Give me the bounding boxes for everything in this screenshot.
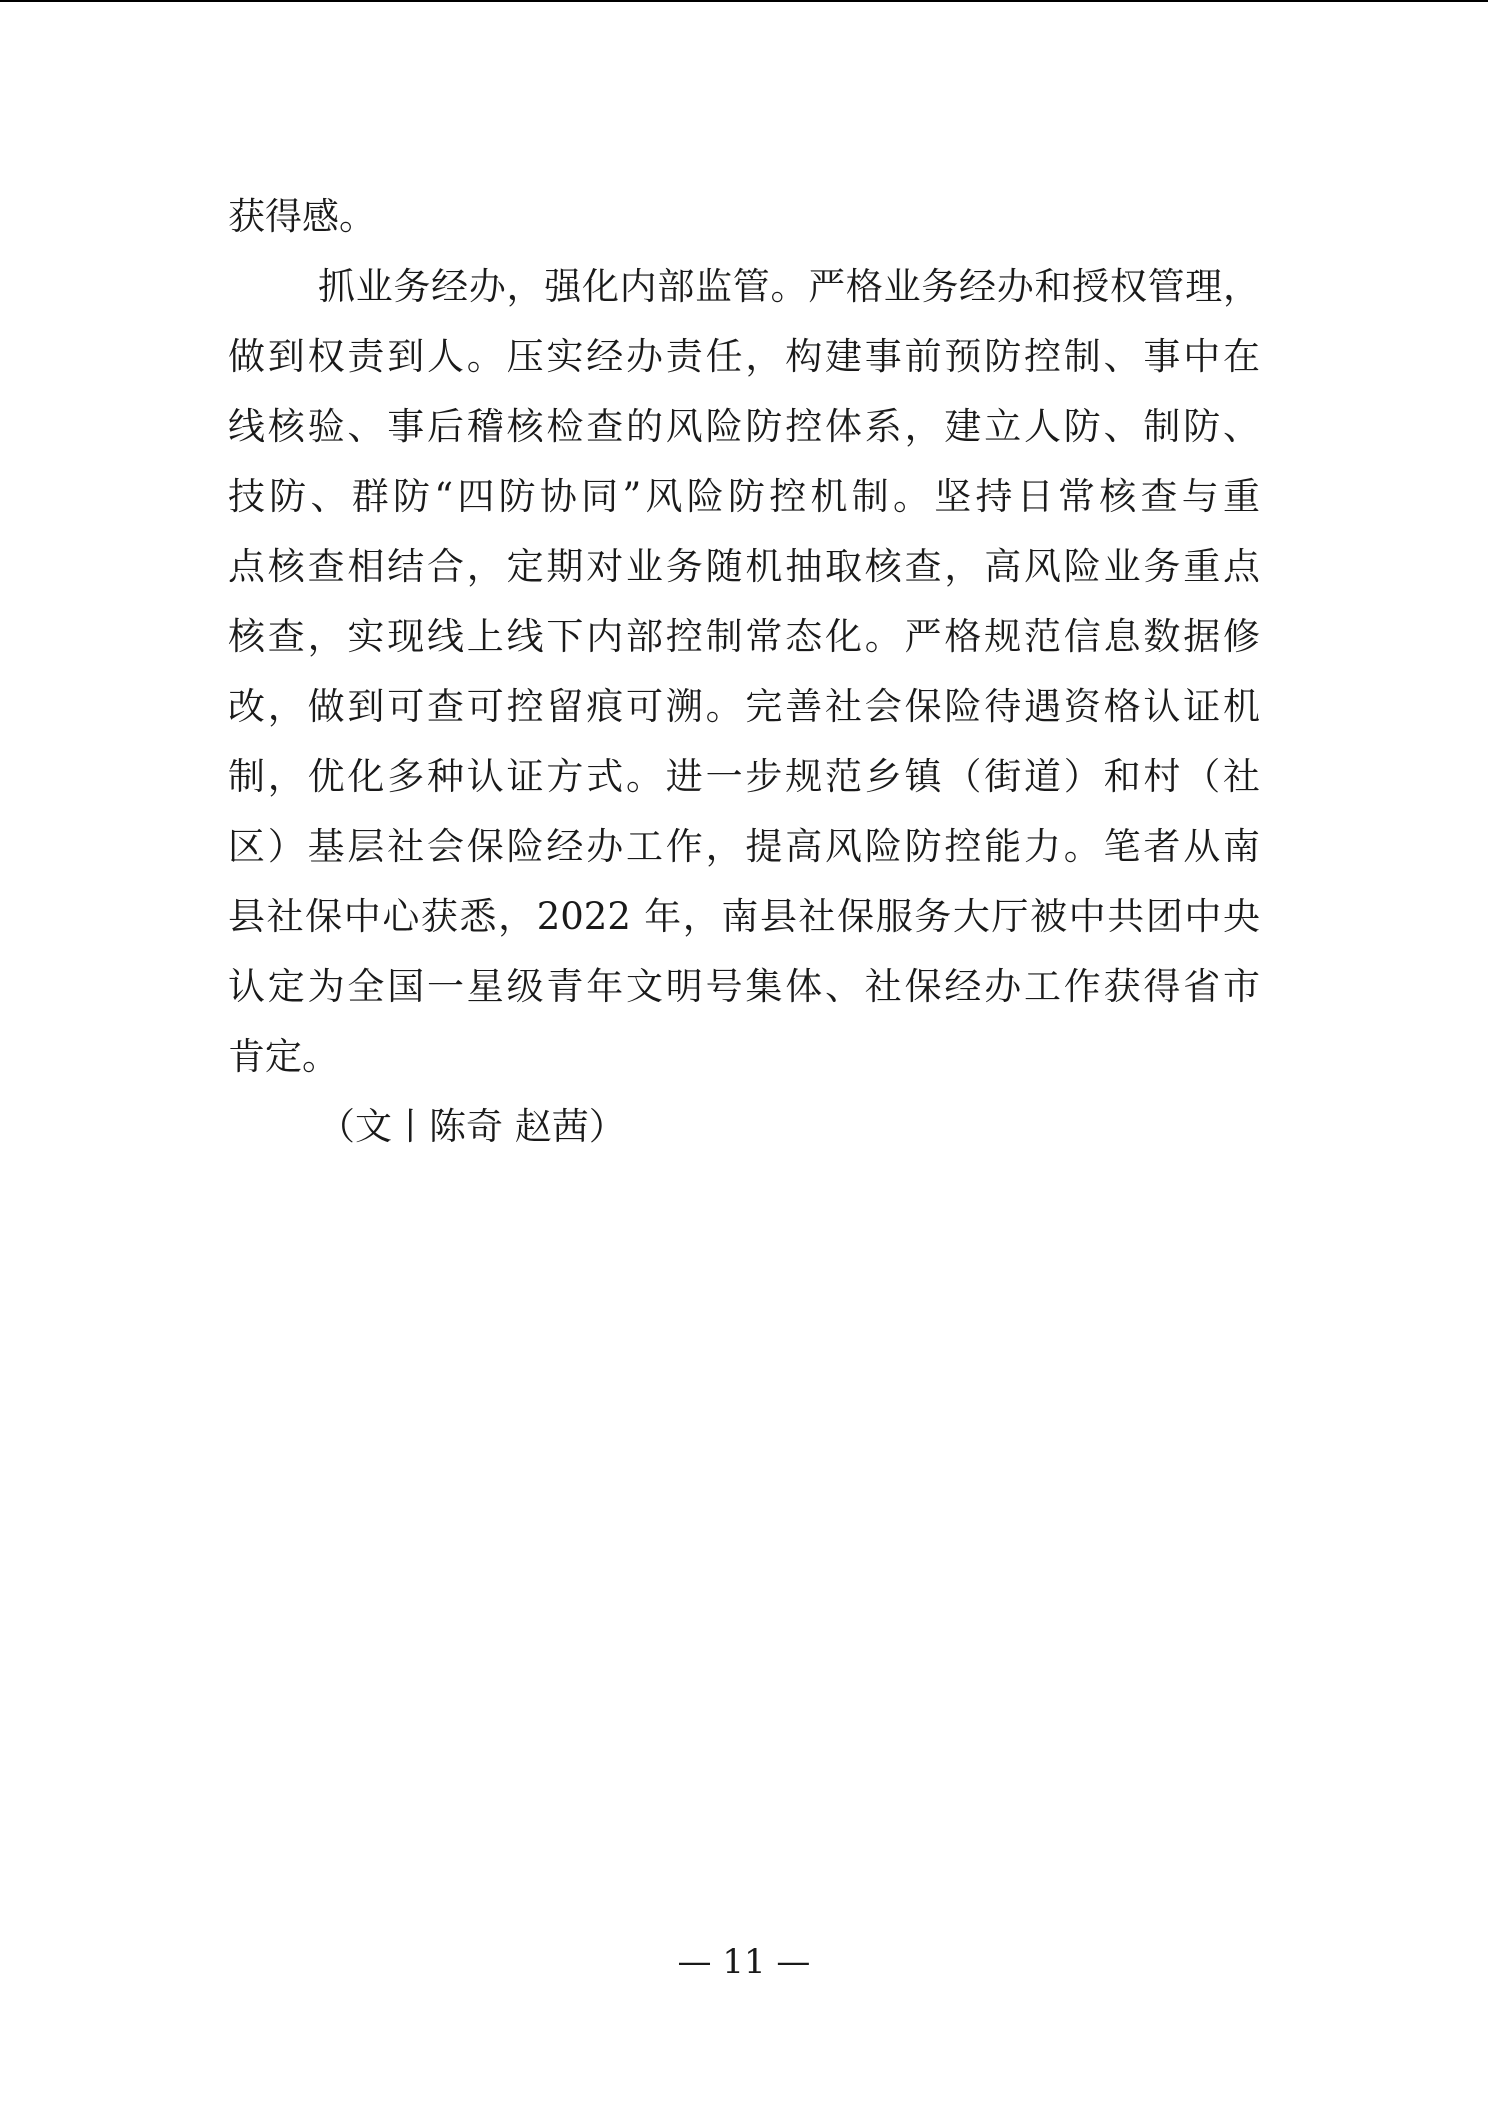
text-line: 线核验、事后稽核检查的风险防控体系，建立人防、制防、 bbox=[228, 405, 1260, 448]
text-line: 做到权责到人。压实经办责任，构建事前预防控制、事中在 bbox=[228, 335, 1260, 378]
page-number: — 11 — bbox=[677, 1942, 811, 1982]
text-line: 技防、群防“四防协同”风险防控机制。坚持日常核查与重 bbox=[228, 475, 1260, 518]
text-line: 认定为全国一星级青年文明号集体、社保经办工作获得省市 bbox=[228, 965, 1260, 1008]
text-line: 核查，实现线上线下内部控制常态化。严格规范信息数据修 bbox=[228, 615, 1260, 658]
text-line: 区）基层社会保险经办工作，提高风险防控能力。笔者从南 bbox=[228, 825, 1260, 868]
text-line: 肯定。 bbox=[228, 1035, 339, 1078]
text-line: 获得感。 bbox=[228, 195, 376, 238]
text-line: 抓业务经办，强化内部监管。严格业务经办和授权管理， bbox=[318, 265, 1260, 308]
text-line: 县社保中心获悉，2022 年，南县社保服务大厅被中共团中央 bbox=[228, 895, 1260, 938]
text-line: 改，做到可查可控留痕可溯。完善社会保险待遇资格认证机 bbox=[228, 685, 1260, 728]
paragraph-lines bbox=[228, 182, 1260, 1092]
top-border-line bbox=[0, 0, 1488, 2]
document-body bbox=[228, 182, 1260, 1162]
text-line: 制，优化多种认证方式。进一步规范乡镇（街道）和村（社 bbox=[228, 755, 1260, 798]
author-byline: （文丨陈奇 赵茜） bbox=[318, 1105, 626, 1148]
text-line: 点核查相结合，定期对业务随机抽取核查，高风险业务重点 bbox=[228, 545, 1260, 588]
